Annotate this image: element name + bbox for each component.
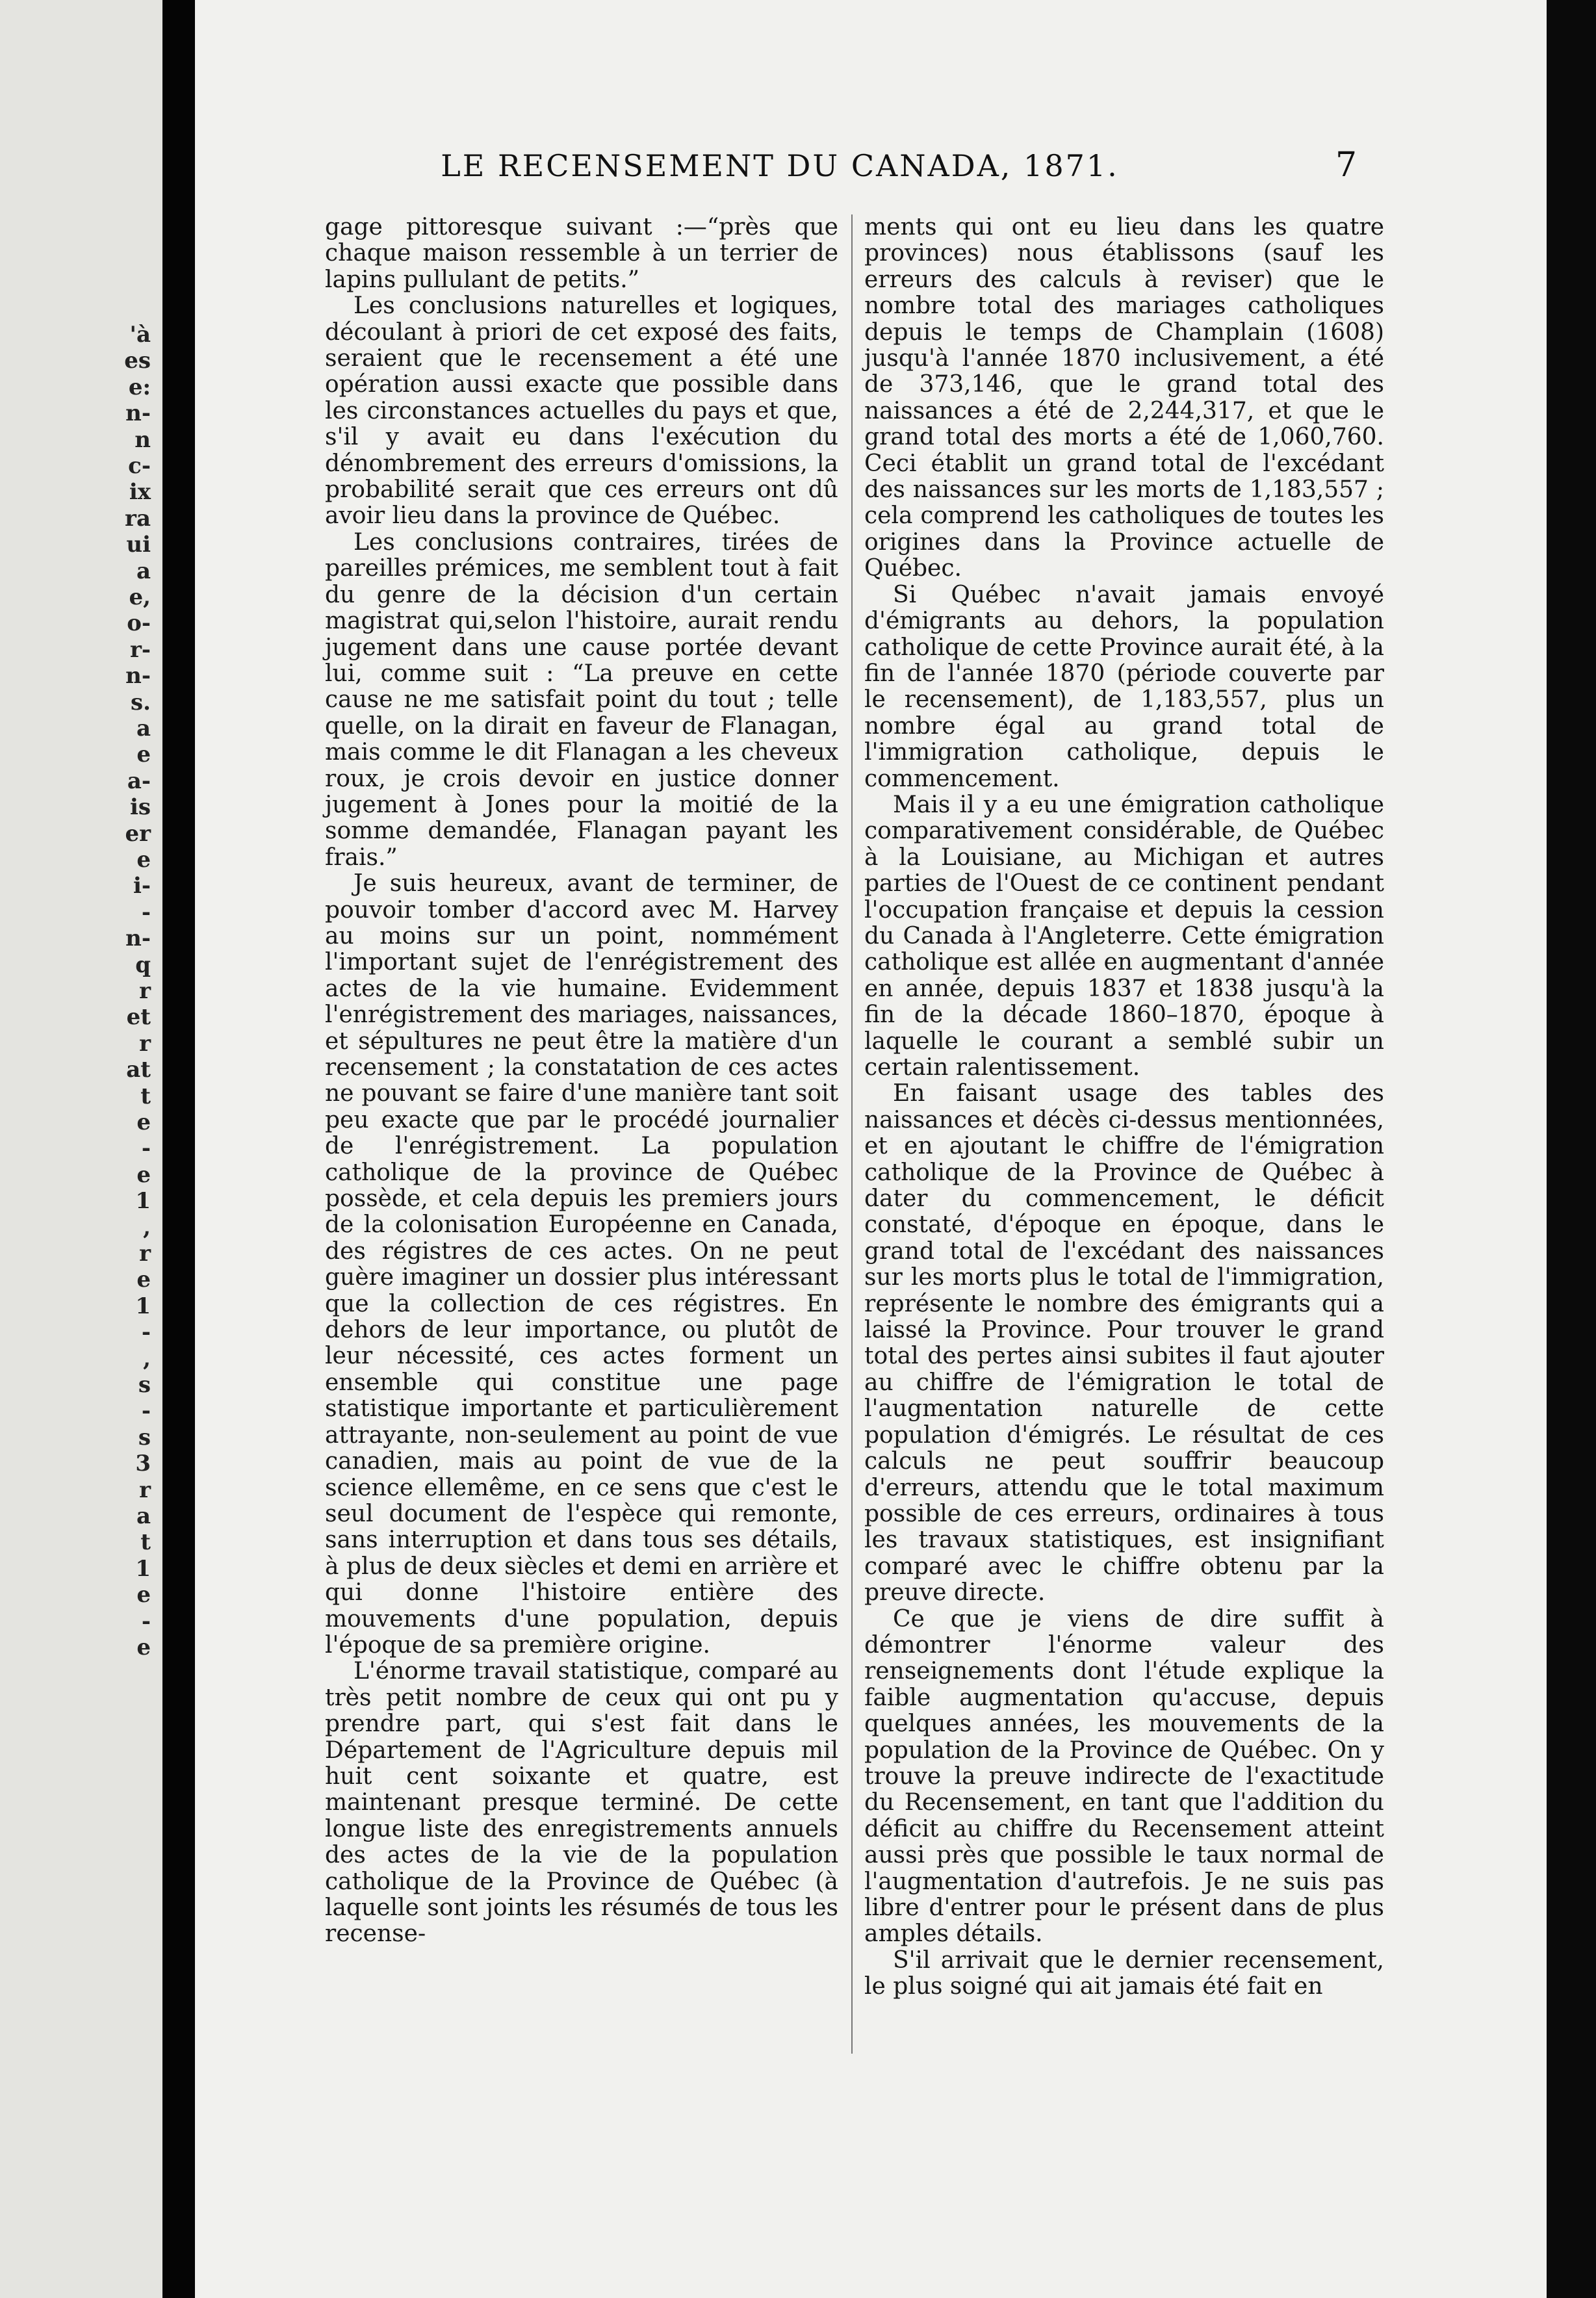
- page: [195, 0, 1547, 2298]
- left-page-text-fragments: [0, 0, 156, 2298]
- left-page-fragment: -: [141, 899, 151, 925]
- left-page-fragment: ,: [143, 1345, 151, 1372]
- left-page-fragment: r: [139, 978, 151, 1004]
- left-page-fragment: ui: [126, 532, 151, 558]
- left-page-fragment: e: [136, 847, 151, 873]
- left-page-fragment: ra: [125, 505, 151, 532]
- left-page-fragment: o-: [127, 610, 151, 637]
- left-page-fragment: 1: [135, 1188, 151, 1215]
- left-page-fragment: 1: [135, 1555, 151, 1582]
- left-page-fragment: e: [136, 742, 151, 768]
- left-page-fragment: r: [139, 1241, 151, 1267]
- book-gutter: [162, 0, 195, 2298]
- text-column-left: [325, 214, 838, 2080]
- left-page-fragment: et: [126, 1004, 151, 1031]
- left-page-fragment: t: [140, 1083, 151, 1109]
- column-divider: [851, 214, 853, 2054]
- paragraph: Les conclusions naturelles et logiques, découlant à priori de cet exposé des faits, seraient que le recensement a été une opération aussi exacte que possible dans les circonstances actuelles du pays et que, s'il y avait eu dans l'exécution du dénombrement des erreurs d'omissions, la probabilité serait que ces erreurs ont dû avoir lieu dans la province de Québec.: [325, 292, 838, 530]
- left-page-fragment: e: [136, 1634, 151, 1660]
- paragraph: En faisant usage des tables des naissances et décès ci-dessus mentionnées, et en ajoutant le chiffre de l'émigration catholique de la Province de Québec à dater du commencement, le déficit constaté, d'époque en époque, dans le grand total de l'excédant des naissances sur les morts plus le total de l'immigration, représente le nombre des émigrants qui a laissé la Province. Pour trouver le grand total des pertes ainsi subites il faut ajouter au chiffre de l'émigration le total de l'augmentation naturelle de cette population d'émigrés. Le résultat de ces calculs ne peut souffrir beaucoup d'erreurs, attendu que le total maximum possible de ces erreurs, ordinaires à tous les travaux statistiques, est insignifiant comparé avec le chiffre obtenu par la preuve directe.: [864, 1080, 1384, 1607]
- left-page-fragment: 1: [135, 1293, 151, 1319]
- left-page-fragment: es: [124, 348, 151, 374]
- left-page-fragment: r-: [129, 636, 151, 663]
- left-page-fragment: q: [135, 951, 151, 978]
- left-page-fragment: a: [136, 716, 151, 742]
- left-page-fragment: c-: [128, 453, 151, 479]
- left-page-fragment: s.: [131, 689, 151, 716]
- left-page-fragment: i-: [133, 873, 151, 899]
- left-page-fragment: e,: [129, 584, 151, 610]
- left-page-fragment: r: [139, 1477, 151, 1503]
- paragraph: Si Québec n'avait jamais envoyé d'émigrants au dehors, la population catholique de cette Province aurait été, à la fin de l'année 1870 (période couverte par le recensement), de 1,183,557, plus un nombre égal au grand total de l'immigration catholique, depuis le commencement.: [864, 581, 1384, 792]
- left-page-fragment: e: [136, 1582, 151, 1608]
- left-page-fragment: s: [138, 1372, 151, 1398]
- left-page-fragment: 3: [135, 1451, 151, 1477]
- left-page-fragment: is: [129, 794, 151, 821]
- left-page-fragment: 'à: [129, 322, 151, 348]
- left-page-fragment: -: [141, 1319, 151, 1346]
- left-page-fragment: -: [141, 1608, 151, 1634]
- right-margin: [1547, 0, 1596, 2298]
- left-page-fragment: r: [139, 1030, 151, 1057]
- paragraph: ments qui ont eu lieu dans les quatre provinces) nous établissons (sauf les erreurs des calculs à reviser) que le nombre total des mariages catholiques depuis le temps de Champlain (1608) jusqu'à l'année 1870 inclusivement, a été de 373,146, que le grand total des naissances a été de 2,244,317, et que le grand total des morts a été de 1,060,760. Ceci établit un grand total de l'excédant des naissances sur les morts de 1,183,557 ; cela comprend les catholiques de toutes les origines dans la Province actuelle de Québec.: [864, 214, 1384, 582]
- text-column-right: [864, 214, 1384, 2080]
- paragraph: Les conclusions contraires, tirées de pareilles prémices, me semblent tout à fait du genre de la décision d'un certain magistrat qui,selon l'histoire, aurait rendu jugement dans une cause portée devant lui, comme suit : “La preuve en cette cause ne me satisfait point du tout ; telle quelle, on la dirait en faveur de Flanagan, mais comme le dit Flanagan a les cheveux roux, je crois devoir en justice donner jugement à Jones pour la moitié de la somme demandée, Flanagan payant les frais.”: [325, 528, 838, 871]
- paragraph: S'il arrivait que le dernier recensement, le plus soigné qui ait jamais été fait en: [864, 1946, 1384, 2000]
- adjacent-left-page: [0, 0, 162, 2298]
- left-page-fragment: t: [140, 1529, 151, 1556]
- left-page-fragment: n-: [125, 925, 151, 952]
- left-page-fragment: e: [136, 1267, 151, 1293]
- paragraph: gage pittoresque suivant :—“près que chaque maison ressemble à un terrier de lapins pullulant de petits.”: [325, 214, 838, 293]
- left-page-fragment: -: [141, 1135, 151, 1162]
- left-page-fragment: ix: [129, 479, 151, 506]
- left-page-fragment: a: [136, 1503, 151, 1529]
- paragraph: L'énorme travail statistique, comparé au très petit nombre de ceux qui ont pu y prendre part, qui s'est fait dans le Département de l'Agriculture depuis mil huit cent soixante et quatre, est maintenant presque terminé. De cette longue liste des enregistrements annuels des actes de la vie de la population catholique de la Province de Québec (à laquelle sont joints les résumés de tous les recense-: [325, 1658, 838, 1948]
- paragraph: Mais il y a eu une émigration catholique comparativement considérable, de Québec à la Louisiane, au Michigan et autres parties de l'Ouest de ce continent pendant l'occupation française et depuis la cession du Canada à l'Angleterre. Cette émigration catholique est allée en augmentant d'année en année, depuis 1837 et 1838 jusqu'à la fin de la décade 1860–1870, époque à laquelle le courant a semblé subir un certain ralentissement.: [864, 791, 1384, 1081]
- left-page-fragment: er: [125, 820, 151, 847]
- left-page-fragment: e: [136, 1161, 151, 1188]
- page-header: [195, 148, 1547, 194]
- left-page-fragment: at: [126, 1057, 151, 1083]
- left-page-fragment: n-: [125, 663, 151, 690]
- left-page-fragment: -: [141, 1398, 151, 1425]
- paragraph: Ce que je viens de dire suffit à démontrer l'énorme valeur des renseignements dont l'étude explique la faible augmentation qu'accuse, depuis quelques années, les mouvements de la population de la Province de Québec. On y trouve la preuve indirecte de l'exactitude du Recensement, en tant que l'addition du déficit au chiffre du Recensement atteint aussi près que possible le taux normal de l'augmentation d'autrefois. Je ne suis pas libre d'entrer pour le présent dans de plus amples détails.: [864, 1605, 1384, 1948]
- running-title: LE RECENSEMENT DU CANADA, 1871.: [441, 148, 1119, 183]
- left-page-fragment: n: [135, 426, 151, 453]
- left-page-fragment: s: [138, 1424, 151, 1451]
- left-page-fragment: a: [136, 558, 151, 584]
- left-page-fragment: e: [136, 1109, 151, 1135]
- left-page-fragment: e:: [128, 374, 151, 400]
- left-page-fragment: ,: [143, 1214, 151, 1241]
- paragraph: Je suis heureux, avant de terminer, de pouvoir tomber d'accord avec M. Harvey au moins sur un point, nommément l'important sujet de l'enrégistrement des actes de la vie humaine. Evidemment l'enrégistrement des mariages, naissances, et sépultures ne peut être la matière d'un recensement ; la constatation de ces actes ne pouvant se faire d'une manière tant soit peu exacte que par le procédé journalier de l'enrégistrement. La population catholique de la province de Québec possède, et cela depuis les premiers jours de la colonisation Européenne en Canada, des régistres de ces actes. On ne peut guère imaginer un dossier plus intéressant que la collection de ces régistres. En dehors de leur importance, ou plutôt de leur nécessité, ces actes forment un ensemble qui constitue une page statistique importante et particulièrement attrayante, non-seulement au point de vue canadien, mais au point de vue de la science ellemême, en ce sens que c'est le seul document de l'espèce qui remonte, sans interruption et dans tous ses détails, à plus de deux siècles et demi en arrière et qui donne l'histoire entière des mouvements d'une population, depuis l'époque de sa première origine.: [325, 870, 838, 1659]
- left-page-fragment: a-: [127, 768, 151, 794]
- left-page-fragment: n-: [125, 400, 151, 427]
- page-number: 7: [1335, 146, 1358, 185]
